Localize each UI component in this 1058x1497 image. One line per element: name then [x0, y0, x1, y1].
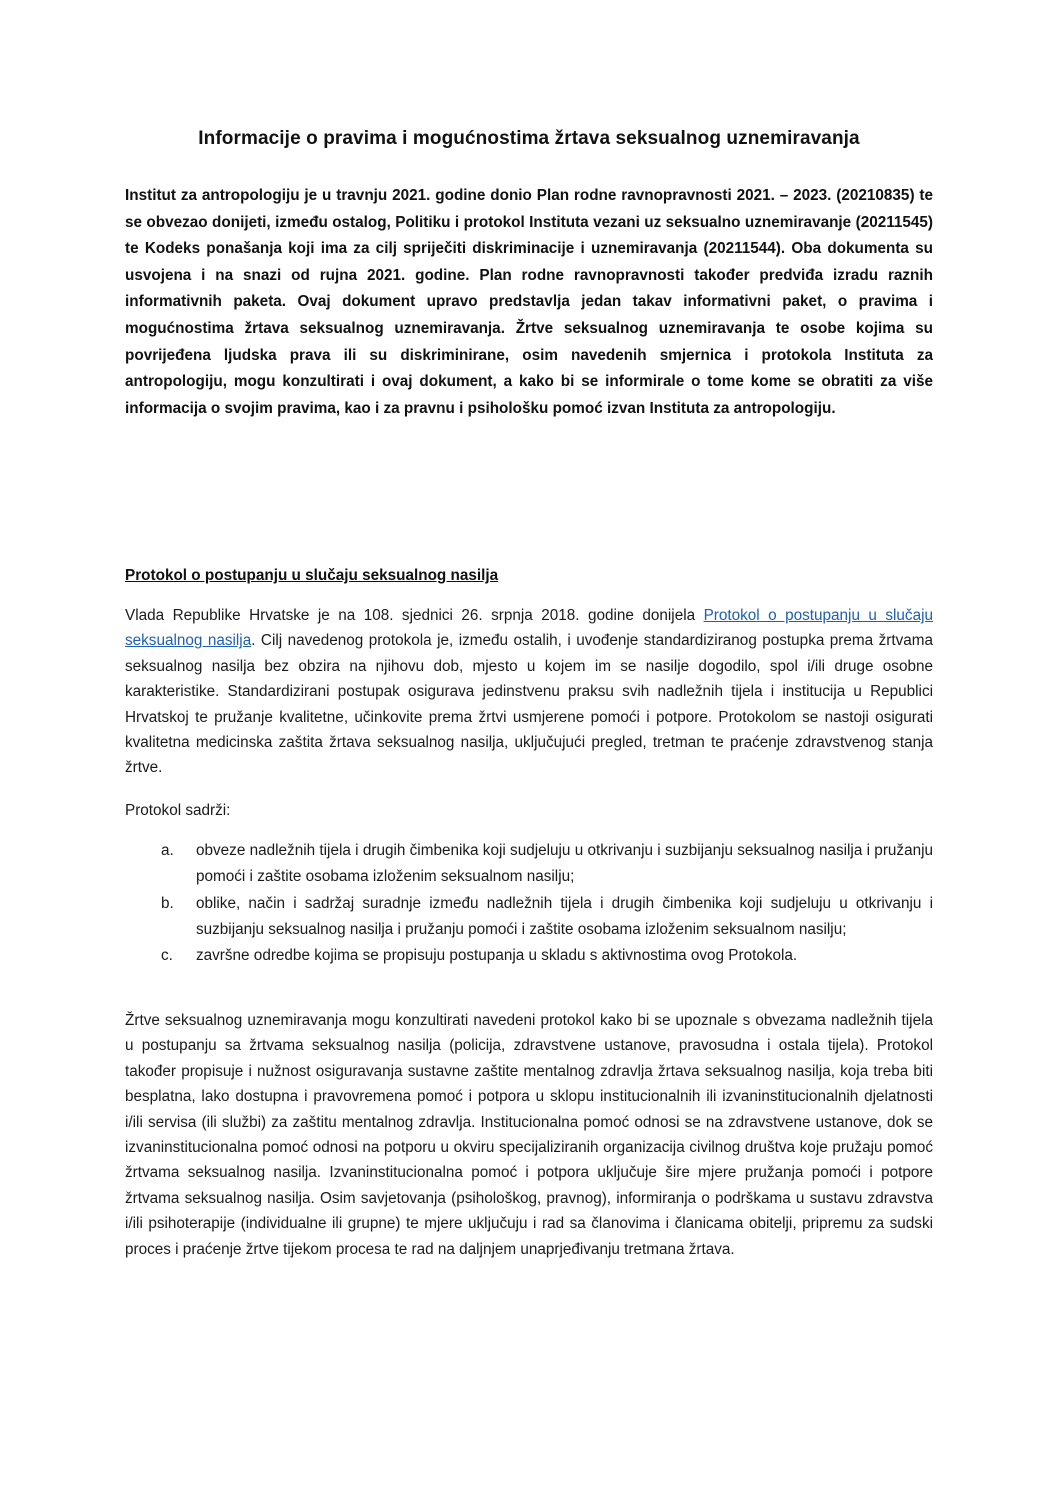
- protocol-contents-label: Protokol sadrži:: [125, 802, 231, 819]
- protocol-link[interactable]: Protokol o postupanju u slučaju seksualnog nasilja: [125, 607, 933, 650]
- paragraph-text: . Cilj navedenog protokola je, između ostalih, i uvođenje standardiziranog postupka prema žrtvama seksualnog nasilja bez obzira na njihovu dob, mjesto u kojem im se nasilje dogodilo, spol i/ili druge osobne karakteristike. Standardizirani postupak osigurava jedinstvenu praksu svih nadležnih tijela i institucija u Republici Hrvatskoj te pružanje kvalitetne, učinkovite prema žrtvi usmjerene pomoći i potpore. Protokolom se nastoji osigurati kvalitetna medicinska zaštita žrtava seksualnog nasilja, uključujući pregled, tretman te praćenje zdravstvenog stanja žrtve.: [125, 632, 933, 777]
- protocol-paragraph: [125, 603, 933, 781]
- list-item: [161, 891, 933, 944]
- list-item-text: oblike, način i sadržaj suradnje između nadležnih tijela i drugih čimbenika koji sudjeluju u otkrivanju i suzbijanju seksualnog nasilja i pružanju pomoći i zaštite osobama izloženim seksualnom nasilju;: [196, 894, 933, 938]
- list-item-text: obveze nadležnih tijela i drugih čimbenika koji sudjeluju u otkrivanju i suzbijanju seksualnog nasilja i pružanju pomoći i zaštite osobama izloženim seksualnom nasilju;: [196, 842, 933, 886]
- list-marker: b.: [161, 894, 174, 912]
- list-item: [161, 838, 933, 891]
- section-heading: Protokol o postupanju u slučaju seksualnog nasilja: [125, 567, 499, 584]
- list-item: [161, 943, 933, 969]
- list-marker: a.: [161, 842, 174, 859]
- paragraph-text: Vlada Republike Hrvatske je na 108. sjednici 26. srpnja 2018. godine donijela: [125, 607, 704, 624]
- victims-paragraph: Žrtve seksualnog uznemiravanja mogu konzultirati navedeni protokol kako bi se upoznale s obvezama nadležnih tijela u postupanju sa žrtvama seksualnog nasilja (policija, zdravstvene ustanove, pravosudna i ostala tijela). Protokol također propisuje i nužnost osiguravanja sustavne zaštite mentalnog zdravlja žrtava seksualnog nasilja, koja treba biti besplatna, lako dostupna i pravovremena pomoć i potpora u sklopu institucionalnih ili izvaninstitucionalnih djelatnosti i/ili servisa (ili službi) za zaštitu mentalnog zdravlja. Institucionalna pomoć odnosi se na zdravstvene ustanove, dok se izvaninstitucionalna pomoć odnosi na potporu u okviru specijaliziranih organizacija civilnog društva koje pružaju pomoć žrtvama seksualnog nasilja. Izvaninstitucionalna pomoć i potpora uključuje šire mjere pružanja pomoći i potpore žrtvama seksualnog nasilja. Osim savjetovanja (psihološkog, pravnog), informiranja o podrškama u sustavu zdravstva i/ili psihoterapije (individualne ili grupne) te mjere uključuju i rad sa članovima i članicama obitelji, pripremu za sudski proces i praćenje žrtve tijekom procesa te rad na daljnjem unaprjeđivanju tretmana žrtava.: [125, 1012, 933, 1258]
- protocol-contents-list: [161, 838, 933, 969]
- intro-paragraph: Institut za antropologiju je u travnju 2021. godine donio Plan rodne ravnopravnosti 2021. – 2023. (20210835) te se obvezao donijeti, između ostalog, Politiku i protokol Instituta vezani uz seksualno uznemiravanje (20211545) te Kodeks ponašanja koji ima za cilj spriječiti diskriminacije i uznemiravanja (20211544). Oba dokumenta su usvojena i na snazi od rujna 2021. godine. Plan rodne ravnopravnosti također predviđa izradu raznih informativnih paketa. Ovaj dokument upravo predstavlja jedan takav informativni paket, o pravima i mogućnostima žrtava seksualnog uznemiravanja. Žrtve seksualnog uznemiravanja te osobe kojima su povrijeđena ljudska prava ili su diskriminirane, osim navedenih smjernica i protokola Instituta za antropologiju, mogu konzultirati i ovaj dokument, a kako bi se informirale o tome kome se obratiti za više informacija o svojim pravima, kao i za pravnu i psihološku pomoć izvan Instituta za antropologiju.: [125, 187, 933, 417]
- list-marker: c.: [161, 947, 173, 965]
- document-title: Informacije o pravima i mogućnostima žrtava seksualnog uznemiravanja: [198, 128, 860, 149]
- list-item-text: završne odredbe kojima se propisuju postupanja u skladu s aktivnostima ovog Protokola.: [196, 947, 798, 965]
